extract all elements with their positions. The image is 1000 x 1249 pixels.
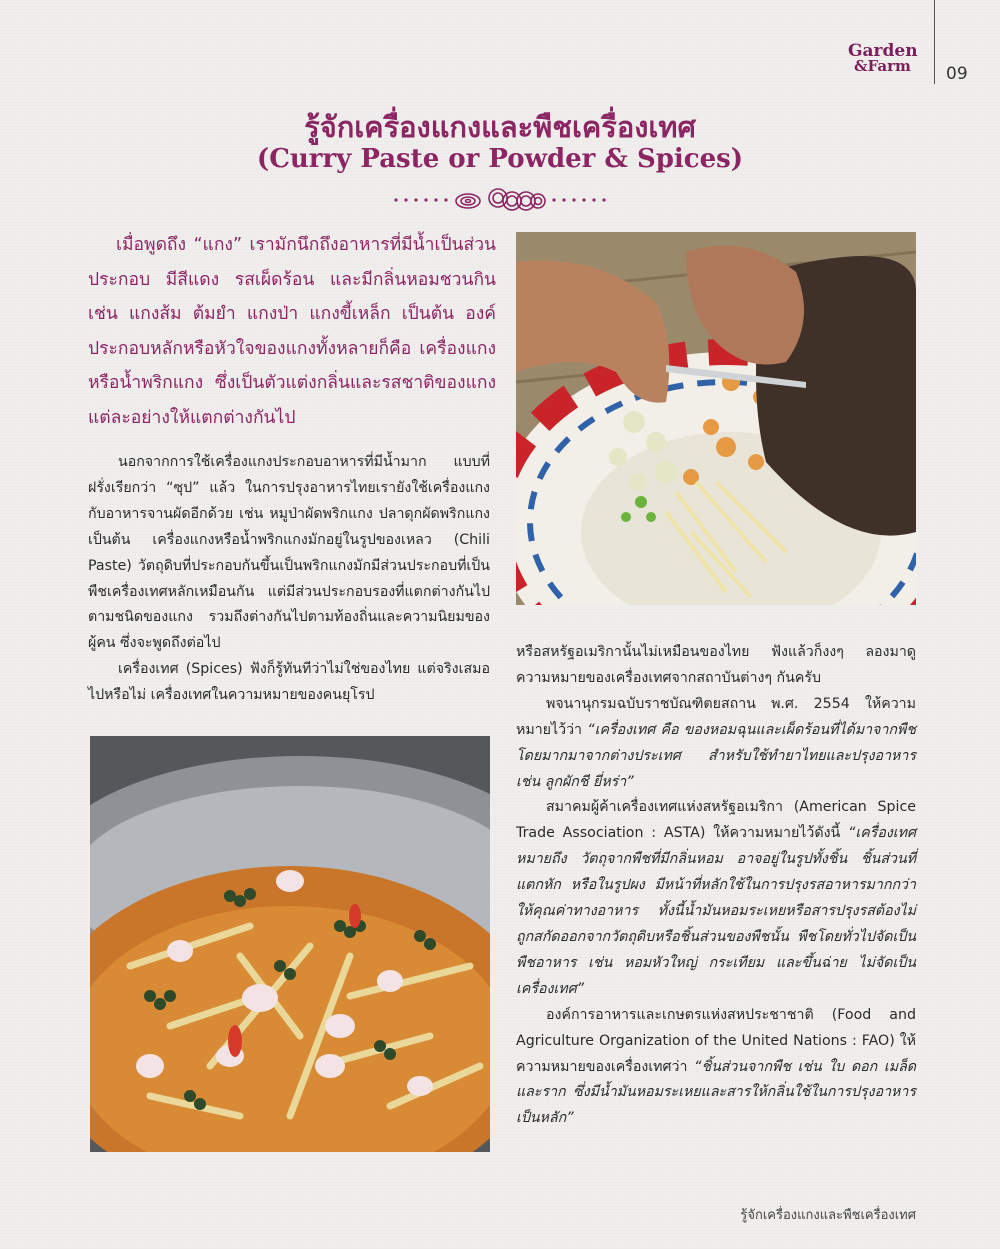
intro-text: เมื่อพูดถึง “แกง” เรามักนึกถึงอาหารที่มีน้ำเป็นส่วนประกอบ มีสีแดง รสเผ็ดร้อน และมีกลิ่นหอมชวนกิน เช่น แกงส้ม ต้มยำ แกงป่า แกงขี้เหล็ก เป็นต้น องค์ประกอบหลักหรือหัวใจของแกงทั้งหลายก็คือ เครื่องแกงหรือน้ำพริกแกง ซึ่งเป็นตัวแต่งกลิ่นและรสชาติของแกงแต่ละอย่างให้แตกต่างกันไป <box>88 235 496 428</box>
body-right-p1: หรือสหรัฐอเมริกานั้นไม่เหมือนของไทย ฟังแล้วก็งงๆ ลองมาดูความหมายของเครื่องเทศจากสถาบันต่างๆ กันครับ <box>516 644 916 686</box>
body-right-p3-lead: สมาคมผู้ค้าเครื่องเทศแห่งสหรัฐอเมริกา (American Spice Trade Association : ASTA) ให้ความหมายไว้ดังนี้ <box>516 799 916 842</box>
brand-line2: &Farm <box>854 57 911 75</box>
body-right-column <box>516 640 916 1132</box>
title-english: (Curry Paste or Powder & Spices) <box>256 144 744 174</box>
ornament-divider <box>392 186 608 214</box>
body-right-p3 <box>516 795 916 1002</box>
body-right-p2-lead: พจนานุกรมฉบับราชบัณฑิตยสถาน พ.ศ. 2554 ให้ความหมายไว้ว่า <box>516 695 916 738</box>
body-right-p4-quote: “ชิ้นส่วนจากพืช เช่น ใบ ดอก เมล็ด และราก ซึ่งมีน้ำมันหอมระเหยและสารให้กลิ่นใช้ในการปรุงอาหารเป็นหลัก” <box>516 1058 917 1127</box>
header-divider <box>934 0 935 84</box>
body-right-p2-quote: “เครื่องเทศ คือ ของหอมฉุนและเผ็ดร้อนที่ได้มาจากพืช โดยมากมาจากต่างประเทศ สำหรับใช้ทำยาไทยและปรุงอาหาร เช่น ลูกผักชี ยี่หร่า” <box>516 721 916 790</box>
title-thai: รู้จักเครื่องแกงและพืชเครื่องเทศ <box>304 110 696 144</box>
body-right-p3-quote: “เครื่องเทศ หมายถึง วัตถุจากพืชที่มีกลิ่นหอม อาจอยู่ในรูปทั้งชิ้น ชิ้นส่วนที่แตกหัก หรือในรูปผง มีหน้าที่หลักใช้ในการปรุงรสอาหารมากกว่าให้คุณค่าทางอาหาร ทั้งนี้น้ำมันหอมระเหยหรือสารปรุงรสต้องไม่ถูกสกัดออกจากวัตถุดิบหรือชิ้นส่วนของพืชนั้น พืชโดยทั่วไปจัดเป็นพืชอาหาร เช่น หอมหัวใหญ่ กระเทียม และขึ้นฉ่าย ไม่จัดเป็นเครื่องเทศ” <box>516 825 916 997</box>
photo-stir-fry-wok <box>90 736 490 1152</box>
intro-paragraph <box>88 228 496 436</box>
body-left-column <box>88 450 490 709</box>
body-left-p2: เครื่องเทศ (Spices) ฟังก็รู้ทันทีว่าไม่ใช่ของไทย แต่จริงเสมอไปหรือไม่ เครื่องเทศในความหมายของคนยุโรป <box>88 661 490 704</box>
running-footer: รู้จักเครื่องแกงและพืชเครื่องเทศ <box>740 1208 916 1223</box>
body-left-p1: นอกจากการใช้เครื่องแกงประกอบอาหารที่มีน้ำมาก แบบที่ฝรั่งเรียกว่า “ซุป” แล้ว ในการปรุงอาหารไทยเรายังใช้เครื่องแกงกับอาหารจานผัดอีกด้วย เช่น หมูป่าผัดพริกแกง ปลาดุกผัดพริกแกง เป็นต้น เครื่องแกงหรือน้ำพริกแกงมักอยู่ในรูปของเหลว (Chili Paste) วัตถุดิบที่ประกอบกันขึ้นเป็นพริกแกงมักมีส่วนประกอบที่เป็นพืชเครื่องเทศหลักเหมือนกัน แต่มีส่วนประกอบรองที่แตกต่างกันไปตามชนิดของแกง รวมถึงต่างกันไปตามท้องถิ่นและความนิยมของผู้คน ซึ่งจะพูดถึงต่อไป <box>88 454 490 652</box>
body-right-p4-lead: องค์การอาหารและเกษตรแห่งสหประชาชาติ (Food and Agriculture Organization of the United Nations : FAO) ให้ความหมายของเครื่องเทศว่า <box>516 1006 916 1075</box>
body-right-p2 <box>516 692 916 796</box>
photo-chopping-ingredients <box>516 232 916 605</box>
body-right-p4 <box>516 1003 916 1133</box>
brand-line1: Garden <box>848 41 918 61</box>
brand-logo <box>848 41 920 75</box>
page-number: 09 <box>946 64 968 84</box>
